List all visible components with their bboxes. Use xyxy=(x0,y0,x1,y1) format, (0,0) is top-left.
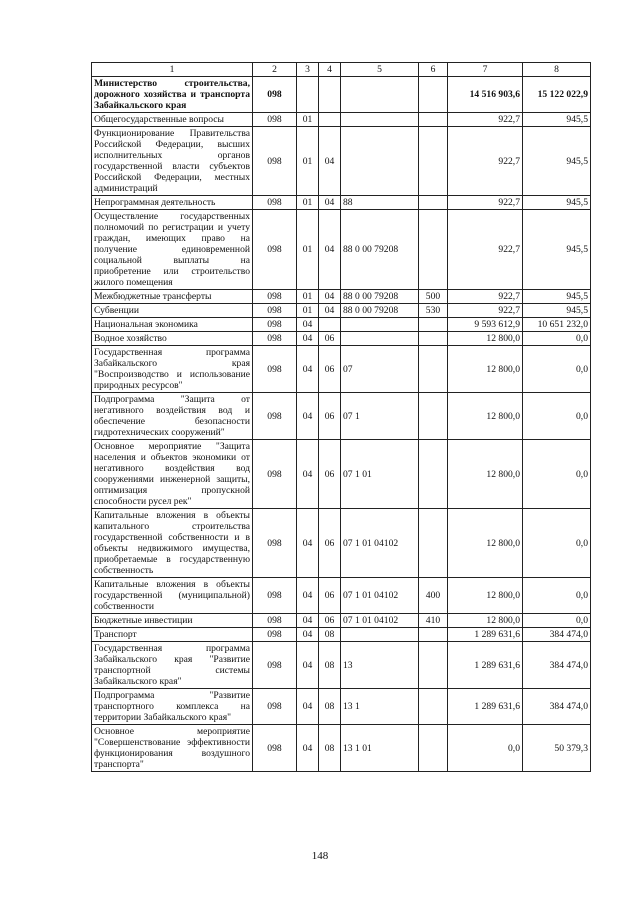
cell-amount-year2: 0,0 xyxy=(523,346,591,393)
cell-admin-code: 098 xyxy=(253,628,297,642)
header-cell: 1 xyxy=(92,63,253,77)
cell-amount-year2: 0,0 xyxy=(523,393,591,440)
cell-amount-year2: 0,0 xyxy=(523,440,591,509)
cell-amount-year2: 945,5 xyxy=(523,290,591,304)
cell-section: 01 xyxy=(297,127,319,196)
cell-target-article xyxy=(341,628,419,642)
cell-amount-year2: 0,0 xyxy=(523,578,591,614)
cell-section xyxy=(297,77,319,113)
cell-section: 04 xyxy=(297,509,319,578)
cell-section: 04 xyxy=(297,393,319,440)
cell-expense-type: 500 xyxy=(419,290,448,304)
cell-target-article xyxy=(341,332,419,346)
cell-section: 01 xyxy=(297,290,319,304)
cell-amount-year2: 384 474,0 xyxy=(523,642,591,689)
cell-subsection xyxy=(319,77,341,113)
cell-expense-type xyxy=(419,440,448,509)
cell-amount-year2: 0,0 xyxy=(523,332,591,346)
cell-target-article: 13 1 01 xyxy=(341,725,419,772)
cell-amount-year1: 12 800,0 xyxy=(448,509,523,578)
cell-subsection: 04 xyxy=(319,127,341,196)
cell-name: Основное мероприятие "Совершенствование эффективности функционирования воздушного транспорта" xyxy=(92,725,253,772)
header-cell: 2 xyxy=(253,63,297,77)
cell-amount-year1: 922,7 xyxy=(448,113,523,127)
cell-name: Капитальные вложения в объекты капитального строительства государственной собственности и в объекты недвижимого имущества, приобретаемые в государственную собственность xyxy=(92,509,253,578)
cell-subsection: 08 xyxy=(319,642,341,689)
table-row xyxy=(92,332,591,346)
cell-expense-type xyxy=(419,77,448,113)
cell-admin-code: 098 xyxy=(253,346,297,393)
cell-name: Государственная программа Забайкальского края "Развитие транспортной системы Забайкальского края" xyxy=(92,642,253,689)
cell-subsection: 08 xyxy=(319,689,341,725)
cell-section: 04 xyxy=(297,346,319,393)
table-row xyxy=(92,304,591,318)
table-row xyxy=(92,77,591,113)
cell-name: Бюджетные инвестиции xyxy=(92,614,253,628)
cell-expense-type xyxy=(419,628,448,642)
cell-expense-type xyxy=(419,393,448,440)
cell-section: 04 xyxy=(297,689,319,725)
cell-expense-type xyxy=(419,346,448,393)
cell-name: Основное мероприятие "Защита населения и объектов экономики от негативного воздействия вод сооружениями инженерной защиты, оптимизация пропускной способности русел рек" xyxy=(92,440,253,509)
cell-amount-year2: 15 122 022,9 xyxy=(523,77,591,113)
cell-target-article: 88 0 00 79208 xyxy=(341,210,419,290)
table-row xyxy=(92,196,591,210)
cell-amount-year1: 922,7 xyxy=(448,290,523,304)
header-cell: 8 xyxy=(523,63,591,77)
cell-admin-code: 098 xyxy=(253,509,297,578)
cell-name: Подпрограмма "Развитие транспортного комплекса на территории Забайкальского края" xyxy=(92,689,253,725)
cell-admin-code: 098 xyxy=(253,332,297,346)
cell-section: 04 xyxy=(297,642,319,689)
cell-amount-year2: 945,5 xyxy=(523,113,591,127)
cell-name: Транспорт xyxy=(92,628,253,642)
cell-target-article: 88 0 00 79208 xyxy=(341,304,419,318)
cell-amount-year1: 12 800,0 xyxy=(448,346,523,393)
cell-name: Подпрограмма "Защита от негативного воздействия вод и обеспечение безопасности гидротехнических сооружений" xyxy=(92,393,253,440)
cell-subsection: 06 xyxy=(319,346,341,393)
cell-amount-year1: 922,7 xyxy=(448,127,523,196)
cell-subsection: 04 xyxy=(319,304,341,318)
cell-subsection: 08 xyxy=(319,628,341,642)
table-row xyxy=(92,318,591,332)
cell-target-article: 07 1 01 04102 xyxy=(341,614,419,628)
cell-expense-type xyxy=(419,509,448,578)
table-row xyxy=(92,642,591,689)
page-number: 148 xyxy=(311,850,329,862)
cell-target-article: 88 xyxy=(341,196,419,210)
cell-name: Общегосударственные вопросы xyxy=(92,113,253,127)
cell-expense-type xyxy=(419,113,448,127)
cell-expense-type xyxy=(419,725,448,772)
cell-section: 04 xyxy=(297,628,319,642)
cell-admin-code: 098 xyxy=(253,725,297,772)
cell-amount-year1: 12 800,0 xyxy=(448,393,523,440)
cell-amount-year1: 1 289 631,6 xyxy=(448,689,523,725)
cell-amount-year2: 945,5 xyxy=(523,196,591,210)
cell-target-article xyxy=(341,318,419,332)
cell-amount-year2: 0,0 xyxy=(523,509,591,578)
cell-target-article xyxy=(341,77,419,113)
table-row xyxy=(92,290,591,304)
cell-admin-code: 098 xyxy=(253,440,297,509)
table-row xyxy=(92,440,591,509)
cell-amount-year1: 922,7 xyxy=(448,196,523,210)
cell-target-article: 13 xyxy=(341,642,419,689)
table-row xyxy=(92,614,591,628)
cell-amount-year2: 50 379,3 xyxy=(523,725,591,772)
cell-admin-code: 098 xyxy=(253,290,297,304)
header-cell: 3 xyxy=(297,63,319,77)
cell-amount-year2: 0,0 xyxy=(523,614,591,628)
table-row xyxy=(92,346,591,393)
cell-expense-type xyxy=(419,642,448,689)
cell-section: 04 xyxy=(297,332,319,346)
cell-name: Капитальные вложения в объекты государственной (муниципальной) собственности xyxy=(92,578,253,614)
cell-admin-code: 098 xyxy=(253,77,297,113)
cell-subsection: 08 xyxy=(319,725,341,772)
header-cell: 7 xyxy=(448,63,523,77)
cell-target-article: 07 1 01 xyxy=(341,440,419,509)
cell-expense-type xyxy=(419,689,448,725)
cell-subsection: 04 xyxy=(319,210,341,290)
cell-admin-code: 098 xyxy=(253,642,297,689)
cell-amount-year2: 945,5 xyxy=(523,210,591,290)
header-cell: 4 xyxy=(319,63,341,77)
cell-name: Непрограммная деятельность xyxy=(92,196,253,210)
cell-expense-type: 400 xyxy=(419,578,448,614)
cell-admin-code: 098 xyxy=(253,210,297,290)
cell-subsection: 04 xyxy=(319,196,341,210)
cell-admin-code: 098 xyxy=(253,578,297,614)
cell-expense-type: 530 xyxy=(419,304,448,318)
cell-target-article: 07 1 01 04102 xyxy=(341,509,419,578)
cell-expense-type xyxy=(419,318,448,332)
cell-expense-type: 410 xyxy=(419,614,448,628)
cell-subsection: 04 xyxy=(319,290,341,304)
table-row xyxy=(92,210,591,290)
cell-target-article: 07 1 01 04102 xyxy=(341,578,419,614)
table-row xyxy=(92,725,591,772)
cell-amount-year2: 384 474,0 xyxy=(523,689,591,725)
cell-amount-year2: 945,5 xyxy=(523,304,591,318)
cell-admin-code: 098 xyxy=(253,304,297,318)
cell-section: 04 xyxy=(297,578,319,614)
cell-target-article: 13 1 xyxy=(341,689,419,725)
cell-amount-year1: 12 800,0 xyxy=(448,614,523,628)
cell-target-article: 88 0 00 79208 xyxy=(341,290,419,304)
cell-target-article: 07 1 xyxy=(341,393,419,440)
cell-section: 01 xyxy=(297,113,319,127)
cell-admin-code: 098 xyxy=(253,393,297,440)
cell-amount-year2: 384 474,0 xyxy=(523,628,591,642)
header-cell: 5 xyxy=(341,63,419,77)
cell-name: Водное хозяйство xyxy=(92,332,253,346)
cell-name: Национальная экономика xyxy=(92,318,253,332)
cell-section: 01 xyxy=(297,196,319,210)
cell-subsection xyxy=(319,318,341,332)
cell-expense-type xyxy=(419,127,448,196)
cell-admin-code: 098 xyxy=(253,127,297,196)
cell-name: Межбюджетные трансферты xyxy=(92,290,253,304)
cell-amount-year1: 12 800,0 xyxy=(448,332,523,346)
cell-expense-type xyxy=(419,210,448,290)
cell-amount-year1: 9 593 612,9 xyxy=(448,318,523,332)
cell-section: 04 xyxy=(297,318,319,332)
cell-target-article xyxy=(341,127,419,196)
cell-amount-year2: 10 651 232,0 xyxy=(523,318,591,332)
cell-section: 04 xyxy=(297,614,319,628)
table-row xyxy=(92,578,591,614)
cell-section: 04 xyxy=(297,440,319,509)
budget-table xyxy=(91,62,591,772)
cell-name: Министерство строительства, дорожного хозяйства и транспорта Забайкальского края xyxy=(92,77,253,113)
cell-expense-type xyxy=(419,332,448,346)
cell-subsection xyxy=(319,113,341,127)
cell-subsection: 06 xyxy=(319,393,341,440)
table-header-row xyxy=(92,63,591,77)
cell-amount-year1: 12 800,0 xyxy=(448,440,523,509)
cell-amount-year1: 922,7 xyxy=(448,210,523,290)
cell-subsection: 06 xyxy=(319,614,341,628)
cell-name: Субвенции xyxy=(92,304,253,318)
table-row xyxy=(92,393,591,440)
cell-admin-code: 098 xyxy=(253,113,297,127)
cell-section: 01 xyxy=(297,210,319,290)
table-row xyxy=(92,689,591,725)
table-row xyxy=(92,113,591,127)
table-row xyxy=(92,628,591,642)
cell-subsection: 06 xyxy=(319,509,341,578)
cell-admin-code: 098 xyxy=(253,318,297,332)
cell-section: 01 xyxy=(297,304,319,318)
cell-amount-year2: 945,5 xyxy=(523,127,591,196)
cell-amount-year1: 0,0 xyxy=(448,725,523,772)
header-cell: 6 xyxy=(419,63,448,77)
cell-name: Государственная программа Забайкальского края "Воспроизводство и использование природных ресурсов" xyxy=(92,346,253,393)
cell-name: Осуществление государственных полномочий по регистрации и учету граждан, имеющих право на получение единовременной социальной выплаты на приобретение или строительство жилого помещения xyxy=(92,210,253,290)
cell-amount-year1: 1 289 631,6 xyxy=(448,642,523,689)
cell-name: Функционирование Правительства Российской Федерации, высших исполнительных органов государственной власти субъектов Российской Федерации, местных администраций xyxy=(92,127,253,196)
cell-admin-code: 098 xyxy=(253,614,297,628)
table-body xyxy=(92,63,591,772)
cell-section: 04 xyxy=(297,725,319,772)
cell-amount-year1: 12 800,0 xyxy=(448,578,523,614)
cell-amount-year1: 922,7 xyxy=(448,304,523,318)
cell-admin-code: 098 xyxy=(253,196,297,210)
cell-subsection: 06 xyxy=(319,332,341,346)
cell-amount-year1: 1 289 631,6 xyxy=(448,628,523,642)
cell-subsection: 06 xyxy=(319,440,341,509)
cell-target-article xyxy=(341,113,419,127)
cell-target-article: 07 xyxy=(341,346,419,393)
cell-subsection: 06 xyxy=(319,578,341,614)
table-row xyxy=(92,127,591,196)
cell-admin-code: 098 xyxy=(253,689,297,725)
cell-expense-type xyxy=(419,196,448,210)
table-row xyxy=(92,509,591,578)
cell-amount-year1: 14 516 903,6 xyxy=(448,77,523,113)
